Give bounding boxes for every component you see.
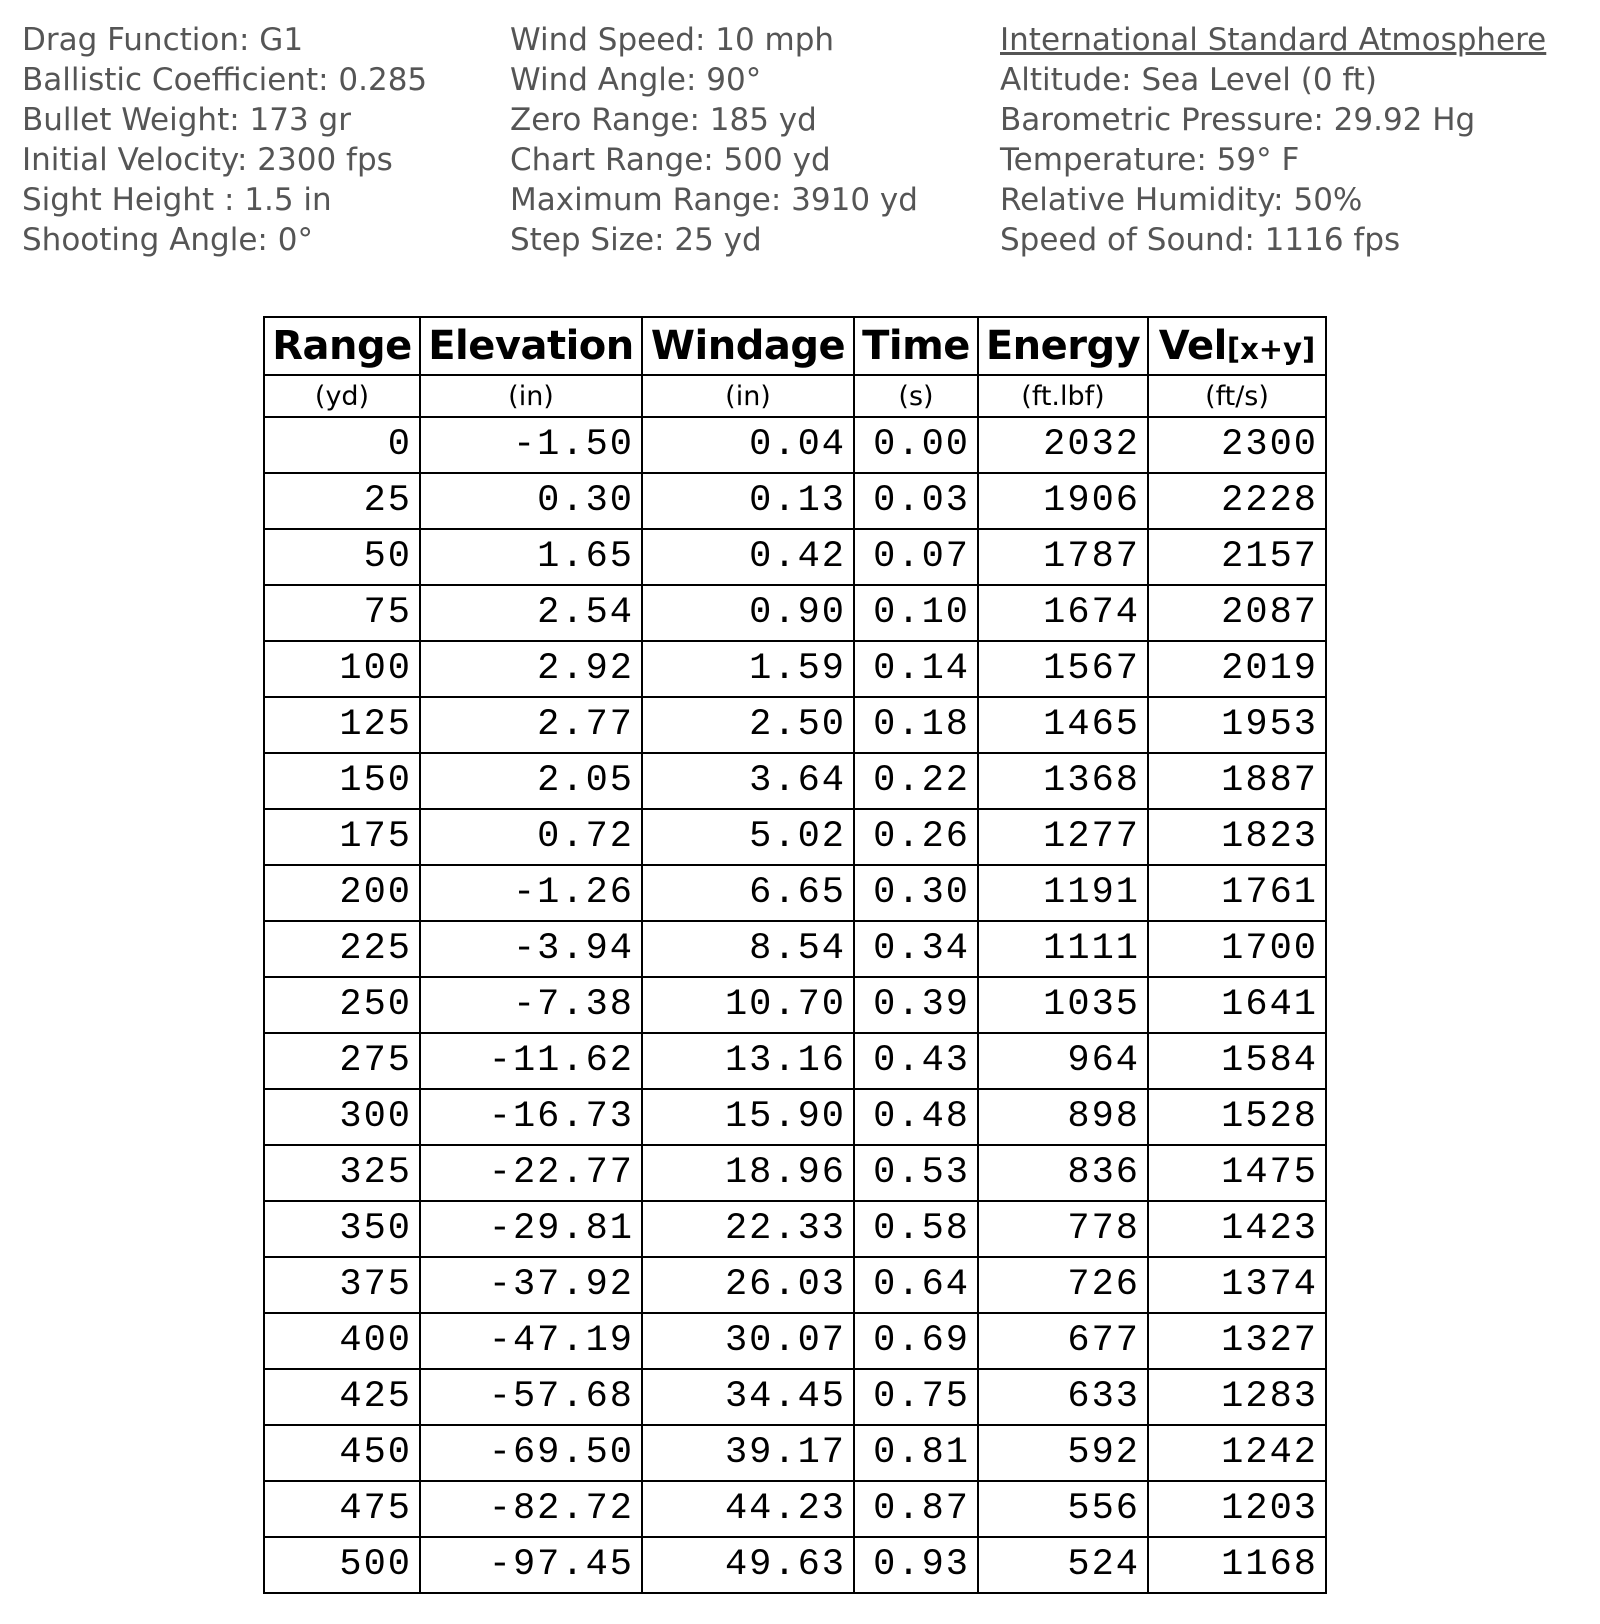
table-row — [264, 1425, 1326, 1481]
windage-cell: 8.54 — [642, 921, 854, 977]
table-unit-row — [264, 375, 1326, 417]
velocity-cell: 1761 — [1148, 865, 1326, 921]
time-unit: (s) — [854, 375, 978, 417]
energy-unit: (ft.lbf) — [978, 375, 1148, 417]
time-cell: 0.39 — [854, 977, 978, 1033]
windage-cell: 49.63 — [642, 1537, 854, 1593]
table-row — [264, 1089, 1326, 1145]
elevation-cell: -11.62 — [420, 1033, 642, 1089]
time-cell: 0.10 — [854, 585, 978, 641]
velocity-cell: 1584 — [1148, 1033, 1326, 1089]
time-cell: 0.43 — [854, 1033, 978, 1089]
time-cell: 0.48 — [854, 1089, 978, 1145]
elevation-cell: -3.94 — [420, 921, 642, 977]
windage-cell: 0.04 — [642, 417, 854, 473]
velocity-cell: 1528 — [1148, 1089, 1326, 1145]
range-unit: (yd) — [264, 375, 420, 417]
table-row — [264, 1369, 1326, 1425]
windage-cell: 39.17 — [642, 1425, 854, 1481]
elevation-header — [420, 317, 642, 375]
table-row — [264, 921, 1326, 977]
elevation-cell: -47.19 — [420, 1313, 642, 1369]
windage-cell: 10.70 — [642, 977, 854, 1033]
energy-cell: 1277 — [978, 809, 1148, 865]
elevation-cell: -1.26 — [420, 865, 642, 921]
energy-cell: 592 — [978, 1425, 1148, 1481]
range-cell: 175 — [264, 809, 420, 865]
velocity-header-label: Vel — [1158, 323, 1227, 369]
windage-cell: 26.03 — [642, 1257, 854, 1313]
elevation-cell: -29.81 — [420, 1201, 642, 1257]
time-header — [854, 317, 978, 375]
range-cell: 350 — [264, 1201, 420, 1257]
velocity-cell: 1168 — [1148, 1537, 1326, 1593]
energy-header-label: Energy — [985, 323, 1141, 369]
energy-cell: 836 — [978, 1145, 1148, 1201]
time-cell: 0.26 — [854, 809, 978, 865]
velocity-cell: 1700 — [1148, 921, 1326, 977]
table-row — [264, 1481, 1326, 1537]
time-cell: 0.03 — [854, 473, 978, 529]
velocity-cell: 1953 — [1148, 697, 1326, 753]
energy-cell: 1906 — [978, 473, 1148, 529]
time-cell: 0.87 — [854, 1481, 978, 1537]
energy-cell: 778 — [978, 1201, 1148, 1257]
relative-humidity: Relative Humidity: 50% — [1000, 182, 1363, 218]
elevation-cell: -7.38 — [420, 977, 642, 1033]
windage-header — [642, 317, 854, 375]
ballistic-coefficient: Ballistic Coefficient: 0.285 — [22, 62, 428, 98]
table-body — [264, 417, 1326, 1593]
energy-cell: 1567 — [978, 641, 1148, 697]
step-size: Step Size: 25 yd — [510, 222, 762, 258]
bullet-weight: Bullet Weight: 173 gr — [22, 102, 351, 138]
drag-function: Drag Function: G1 — [22, 22, 304, 58]
range-header-label: Range — [272, 323, 412, 369]
time-cell: 0.64 — [854, 1257, 978, 1313]
time-cell: 0.58 — [854, 1201, 978, 1257]
energy-cell: 1111 — [978, 921, 1148, 977]
time-cell: 0.18 — [854, 697, 978, 753]
range-cell: 300 — [264, 1089, 420, 1145]
initial-velocity: Initial Velocity: 2300 fps — [22, 142, 393, 178]
bullet-parameters — [22, 20, 427, 260]
time-cell: 0.07 — [854, 529, 978, 585]
energy-cell: 677 — [978, 1313, 1148, 1369]
windage-cell: 15.90 — [642, 1089, 854, 1145]
velocity-cell: 2300 — [1148, 417, 1326, 473]
windage-cell: 6.65 — [642, 865, 854, 921]
elevation-cell: -69.50 — [420, 1425, 642, 1481]
elevation-cell: 0.72 — [420, 809, 642, 865]
range-cell: 125 — [264, 697, 420, 753]
velocity-cell: 2228 — [1148, 473, 1326, 529]
windage-cell: 22.33 — [642, 1201, 854, 1257]
range-cell: 150 — [264, 753, 420, 809]
elevation-cell: 2.77 — [420, 697, 642, 753]
velocity-unit: (ft/s) — [1148, 375, 1326, 417]
energy-cell: 1191 — [978, 865, 1148, 921]
altitude: Altitude: Sea Level (0 ft) — [1000, 62, 1378, 98]
time-cell: 0.81 — [854, 1425, 978, 1481]
range-cell: 100 — [264, 641, 420, 697]
windage-cell: 44.23 — [642, 1481, 854, 1537]
energy-cell: 964 — [978, 1033, 1148, 1089]
elevation-cell: -22.77 — [420, 1145, 642, 1201]
windage-cell: 18.96 — [642, 1145, 854, 1201]
table-row — [264, 1313, 1326, 1369]
range-cell: 375 — [264, 1257, 420, 1313]
energy-cell: 1674 — [978, 585, 1148, 641]
range-wind-parameters — [510, 20, 918, 260]
elevation-cell: 2.54 — [420, 585, 642, 641]
velocity-cell: 1242 — [1148, 1425, 1326, 1481]
velocity-cell: 1823 — [1148, 809, 1326, 865]
time-cell: 0.14 — [854, 641, 978, 697]
table-row — [264, 809, 1326, 865]
table-row — [264, 585, 1326, 641]
range-cell: 325 — [264, 1145, 420, 1201]
velocity-cell: 1475 — [1148, 1145, 1326, 1201]
energy-cell: 524 — [978, 1537, 1148, 1593]
windage-cell: 0.13 — [642, 473, 854, 529]
energy-cell: 633 — [978, 1369, 1148, 1425]
maximum-range: Maximum Range: 3910 yd — [510, 182, 918, 218]
atmosphere-heading: International Standard Atmosphere — [1000, 22, 1547, 58]
elevation-header-label: Elevation — [428, 323, 634, 369]
ballistics-table — [263, 316, 1327, 1594]
chart-range: Chart Range: 500 yd — [510, 142, 831, 178]
windage-cell: 1.59 — [642, 641, 854, 697]
range-cell: 500 — [264, 1537, 420, 1593]
windage-cell: 3.64 — [642, 753, 854, 809]
table-row — [264, 753, 1326, 809]
energy-cell: 726 — [978, 1257, 1148, 1313]
range-header — [264, 317, 420, 375]
time-cell: 0.30 — [854, 865, 978, 921]
windage-cell: 13.16 — [642, 1033, 854, 1089]
windage-cell: 30.07 — [642, 1313, 854, 1369]
zero-range: Zero Range: 185 yd — [510, 102, 817, 138]
range-cell: 400 — [264, 1313, 420, 1369]
time-cell: 0.34 — [854, 921, 978, 977]
table-row — [264, 697, 1326, 753]
energy-cell: 898 — [978, 1089, 1148, 1145]
time-cell: 0.00 — [854, 417, 978, 473]
table-row — [264, 529, 1326, 585]
range-cell: 250 — [264, 977, 420, 1033]
windage-cell: 0.90 — [642, 585, 854, 641]
table-row — [264, 1201, 1326, 1257]
velocity-cell: 1887 — [1148, 753, 1326, 809]
velocity-header — [1148, 317, 1326, 375]
windage-cell: 2.50 — [642, 697, 854, 753]
speed-of-sound: Speed of Sound: 1116 fps — [1000, 222, 1401, 258]
table-row — [264, 1537, 1326, 1593]
velocity-header-subscript: [x+y] — [1226, 332, 1316, 366]
energy-cell: 1368 — [978, 753, 1148, 809]
table-row — [264, 417, 1326, 473]
energy-cell: 1465 — [978, 697, 1148, 753]
elevation-cell: -57.68 — [420, 1369, 642, 1425]
energy-header — [978, 317, 1148, 375]
velocity-cell: 1641 — [1148, 977, 1326, 1033]
velocity-cell: 1327 — [1148, 1313, 1326, 1369]
sight-height: Sight Height : 1.5 in — [22, 182, 332, 218]
windage-header-label: Windage — [650, 323, 846, 369]
table-row — [264, 865, 1326, 921]
elevation-cell: -82.72 — [420, 1481, 642, 1537]
range-cell: 75 — [264, 585, 420, 641]
table-row — [264, 1033, 1326, 1089]
energy-cell: 556 — [978, 1481, 1148, 1537]
elevation-cell: 0.30 — [420, 473, 642, 529]
windage-cell: 5.02 — [642, 809, 854, 865]
elevation-cell: -1.50 — [420, 417, 642, 473]
table-row — [264, 977, 1326, 1033]
velocity-cell: 1203 — [1148, 1481, 1326, 1537]
time-header-label: Time — [862, 323, 970, 369]
energy-cell: 1787 — [978, 529, 1148, 585]
range-cell: 25 — [264, 473, 420, 529]
shooting-angle: Shooting Angle: 0° — [22, 222, 313, 258]
velocity-cell: 2019 — [1148, 641, 1326, 697]
parameters-section — [22, 20, 1582, 270]
elevation-cell: -16.73 — [420, 1089, 642, 1145]
elevation-cell: 1.65 — [420, 529, 642, 585]
energy-cell: 2032 — [978, 417, 1148, 473]
table-title-row — [264, 317, 1326, 375]
windage-cell: 34.45 — [642, 1369, 854, 1425]
elevation-cell: -37.92 — [420, 1257, 642, 1313]
windage-cell: 0.42 — [642, 529, 854, 585]
table-row — [264, 1257, 1326, 1313]
range-cell: 225 — [264, 921, 420, 977]
elevation-cell: -97.45 — [420, 1537, 642, 1593]
table-row — [264, 641, 1326, 697]
velocity-cell: 1374 — [1148, 1257, 1326, 1313]
range-cell: 275 — [264, 1033, 420, 1089]
velocity-cell: 1423 — [1148, 1201, 1326, 1257]
temperature: Temperature: 59° F — [1000, 142, 1300, 178]
atmosphere-parameters — [1000, 20, 1546, 260]
range-cell: 200 — [264, 865, 420, 921]
range-cell: 475 — [264, 1481, 420, 1537]
time-cell: 0.75 — [854, 1369, 978, 1425]
time-cell: 0.53 — [854, 1145, 978, 1201]
elevation-cell: 2.05 — [420, 753, 642, 809]
time-cell: 0.69 — [854, 1313, 978, 1369]
windage-unit: (in) — [642, 375, 854, 417]
range-cell: 425 — [264, 1369, 420, 1425]
velocity-cell: 2157 — [1148, 529, 1326, 585]
velocity-cell: 2087 — [1148, 585, 1326, 641]
range-cell: 450 — [264, 1425, 420, 1481]
elevation-cell: 2.92 — [420, 641, 642, 697]
wind-angle: Wind Angle: 90° — [510, 62, 762, 98]
time-cell: 0.93 — [854, 1537, 978, 1593]
energy-cell: 1035 — [978, 977, 1148, 1033]
range-cell: 50 — [264, 529, 420, 585]
range-cell: 0 — [264, 417, 420, 473]
wind-speed: Wind Speed: 10 mph — [510, 22, 835, 58]
table-row — [264, 1145, 1326, 1201]
velocity-cell: 1283 — [1148, 1369, 1326, 1425]
elevation-unit: (in) — [420, 375, 642, 417]
barometric-pressure: Barometric Pressure: 29.92 Hg — [1000, 102, 1476, 138]
table-row — [264, 473, 1326, 529]
time-cell: 0.22 — [854, 753, 978, 809]
